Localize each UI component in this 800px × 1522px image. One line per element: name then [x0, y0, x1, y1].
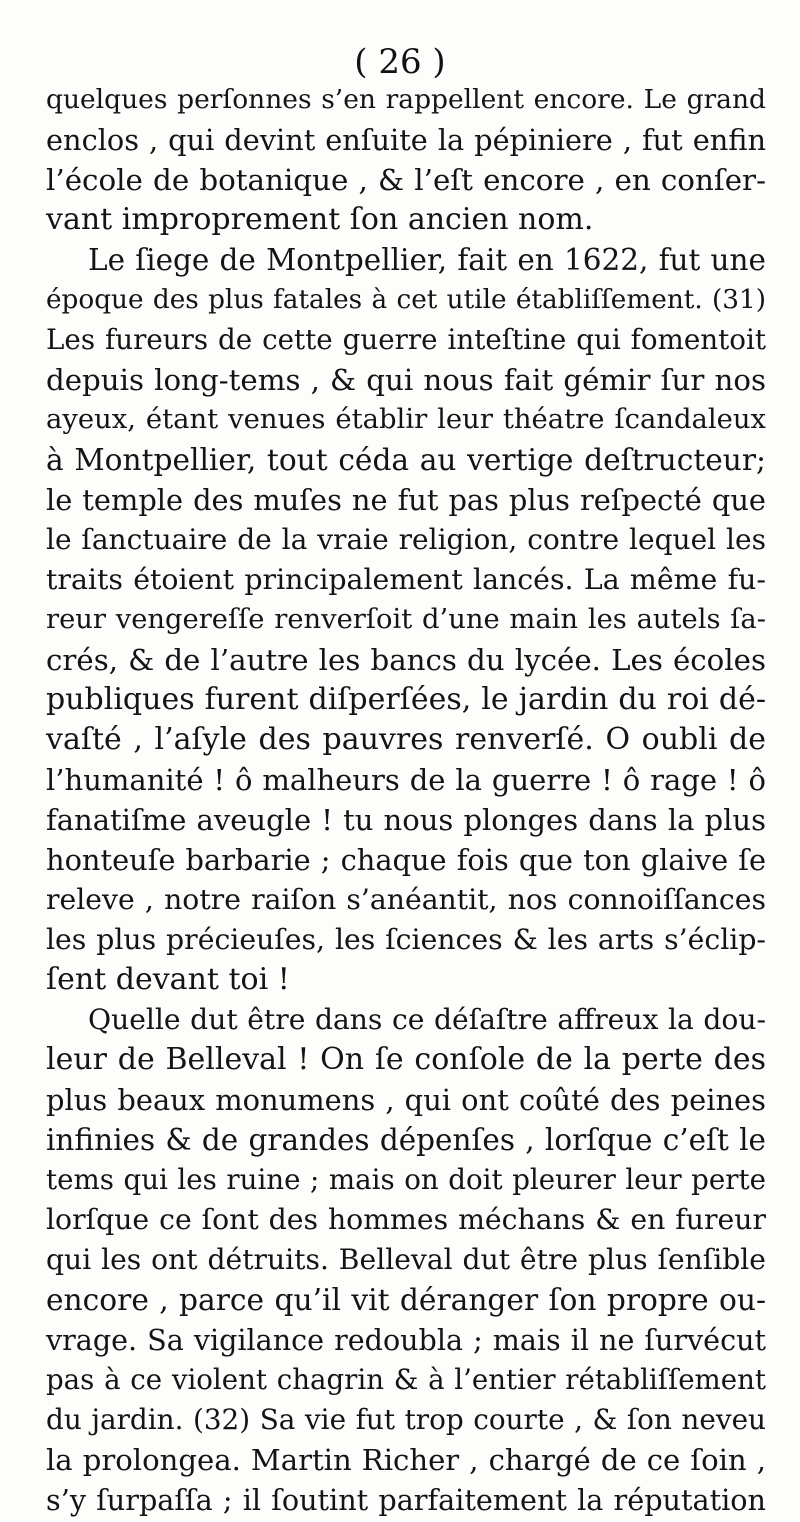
text-line: vrage. Sa vigilance redoubla ; mais il ne ſurvécut	[46, 1323, 766, 1357]
page-number: ( 26 )	[354, 42, 446, 82]
text-line: depuis long-tems , & qui nous fait gémir ſur nos	[46, 363, 766, 397]
text-line: vant improprement ſon ancien nom.	[46, 202, 594, 237]
text-line: crés, & de l’autre les bancs du lycée. Les écoles	[46, 643, 766, 677]
text-line: l’humanité ! ô malheurs de la guerre ! ô rage ! ô	[46, 763, 766, 797]
text-line: reur vengereſſe renverſoit d’une main les autels ſa-	[46, 604, 766, 635]
text-line: ayeux, étant venues établir leur théatre ſcandaleux	[46, 404, 766, 435]
text-line: infinies & de grandes dépenſes , lorſque c’eſt le	[46, 1123, 766, 1157]
text-line: le temple des muſes ne fut pas plus reſpecté que	[46, 483, 766, 517]
text-line: quelques perſonnes s’en rappellent encore. Le grand	[46, 84, 766, 115]
text-line: qui les ont détruits. Belleval dut être plus ſenſible	[46, 1243, 766, 1276]
text-line: honteuſe barbarie ; chaque fois que ton glaive ſe	[46, 843, 766, 877]
text-line: du jardin. (32) Sa vie fut trop courte , & ſon neveu	[46, 1403, 766, 1436]
text-line: fanatiſme aveugle ! tu nous plonges dans la plus	[46, 803, 766, 837]
text-line: tems qui les ruine ; mais on doit pleurer leur perte	[46, 1163, 766, 1196]
text-line: pas à ce violent chagrin & à l’entier rétabliſſement	[46, 1363, 766, 1396]
text-line: ſent devant toi !	[46, 962, 290, 997]
text-line: époque des plus fatales à cet utile établiſſement. (31)	[46, 285, 766, 315]
text-line: enclos , qui devint enſuite la pépiniere , fut enfin	[46, 123, 766, 157]
text-line: s’y ſurpaſſa ; il ſoutint parfaitement la réputation	[46, 1483, 766, 1517]
text-line: Quelle dut être dans ce déſaſtre affreux la dou-	[88, 1003, 766, 1036]
text-line: lorſque ce ſont des hommes méchans & en fureur	[46, 1203, 766, 1236]
text-line: vaſté , l’aſyle des pauvres renverſé. O oubli de	[46, 722, 766, 757]
text-line: la prolongea. Martin Richer , chargé de ce ſoin ,	[46, 1443, 766, 1477]
text-line: à Montpellier, tout céda au vertige deſtructeur;	[46, 442, 766, 477]
text-line: l’école de botanique , & l’eſt encore , en conſer-	[46, 163, 766, 197]
body-text	[46, 80, 766, 1520]
text-line: publiques furent diſperſées, le jardin du roi dé-	[46, 682, 766, 717]
text-line: les plus précieuſes, les ſciences & les arts s’éclip-	[46, 923, 766, 956]
text-line: Le ſiege de Montpellier, fait en 1622, fut une	[88, 243, 766, 277]
text-line: traits étoient principalement lancés. La même fu-	[46, 563, 766, 596]
text-line: encore , parce qu’il vit déranger ſon propre ou-	[46, 1282, 766, 1317]
text-line: leur de Belleval ! On ſe conſole de la perte des	[46, 1042, 766, 1077]
text-line: le ſanctuaire de la vraie religion, contre lequel les	[46, 523, 766, 556]
text-line: plus beaux monumens , qui ont coûté des peines	[46, 1083, 766, 1117]
text-line: Les fureurs de cette guerre inteſtine qui fomentoit	[46, 323, 766, 356]
text-line: releve , notre raiſon s’anéantit, nos connoiſſances	[46, 883, 766, 916]
